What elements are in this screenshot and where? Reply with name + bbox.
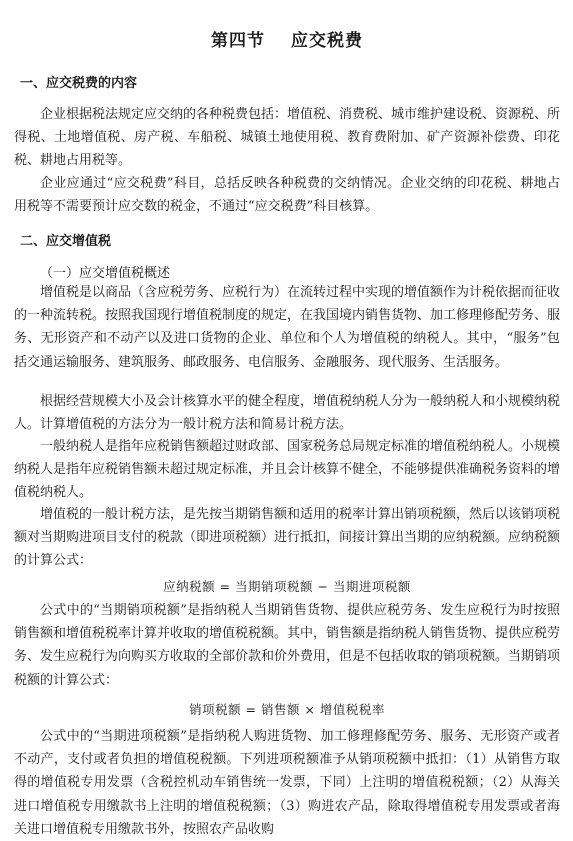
heading-vat: 二、应交增值税 [20, 234, 112, 249]
paragraph-taxpayer-definitions: 一般纳税人是指年应税销售额超过财政部、国家税务总局规定标准的增值税纳税人。小规模纳税人是指年应税销售额未超过规定标准，并且会计核算不健全，不能够提供准确税务资料的增值税纳税人。 [14, 439, 561, 501]
paragraph-output-tax: 公式中的“当期销项税额”是指纳税人当期销售货物、提供应税劳务、发生应税行为时按照销售额和增值税税率计算并收取的增值税税额。其中，销售额是指纳税人销售货物、提供应税劳务、发生应税行为向购买方收取的全部价款和价外费用，但是不包括收取的销项税额。当期销项税额的计算公式： [14, 603, 561, 688]
subheading-vat-overview: （一）应交增值税概述 [40, 266, 171, 281]
paragraph-input-tax: 公式中的“当期进项税额”是指纳税人购进货物、加工修理修配劳务、服务、无形资产或者不动产，支付或者负担的增值税税额。下列进项税额准予从销项税额中抵扣：（1）从销售方取得的增值税专用发票（含税控机动车销售统一发票，下同）上注明的增值税税额；（2）从海关进口增值税专用缴款书上注明的增值税税额；（3）购进农产品，除取得增值税专用发票或者海关进口增值税专用缴款书外，按照农产品收购 [14, 729, 560, 837]
paragraph-tax-account: 企业应通过“应交税费”科目，总括反映各种税费的交纳情况。企业交纳的印花税、耕地占用税等不需要预计应交数的税金，不通过“应交税费”科目核算。 [14, 176, 560, 215]
paragraph-taxpayer-types: 根据经营规模大小及会计核算水平的健全程度，增值税纳税人分为一般纳税人和小规模纳税人。计算增值税的方法分为一般计税方法和简易计税方法。 [14, 394, 561, 433]
heading-taxes-content: 一、应交税费的内容 [20, 76, 138, 91]
paragraph-tax-types: 企业根据税法规定应交纳的各种税费包括：增值税、消费税、城市维护建设税、资源税、所得税、土地增值税、房产税、车船税、城镇土地使用税、教育费附加、矿产资源补偿费、印花税、耕地占用税等。 [14, 107, 561, 169]
section-number: 第四节 [211, 31, 265, 51]
formula-output-tax: 销项税额 = 销售额 × 增值税税率 [189, 702, 385, 717]
section-title [14, 26, 560, 51]
paragraph-general-method: 增值税的一般计税方法，是先按当期销售额和适用的税率计算出销项税额，然后以该销项税额对当期购进项目支付的税款（即进项税额）进行抵扣，间接计算出当期的应纳税额。应纳税额的计算公式： [14, 507, 561, 569]
formula-tax-payable: 应纳税额 = 当期销项税额 − 当期进项税额 [163, 579, 411, 594]
paragraph-vat-definition: 增值税是以商品（含应税劳务、应税行为）在流转过程中实现的增值额作为计税依据而征收的一种流转税。按照我国现行增值税制度的规定，在我国境内销售货物、加工修理修配劳务、服务、无形资产和不动产以及进口货物的企业、单位和个人为增值税的纳税人。其中，“服务”包括交通运输服务、建筑服务、邮政服务、电信服务、金融服务、现代服务、生活服务。 [14, 285, 561, 370]
section-name: 应交税费 [291, 31, 363, 51]
